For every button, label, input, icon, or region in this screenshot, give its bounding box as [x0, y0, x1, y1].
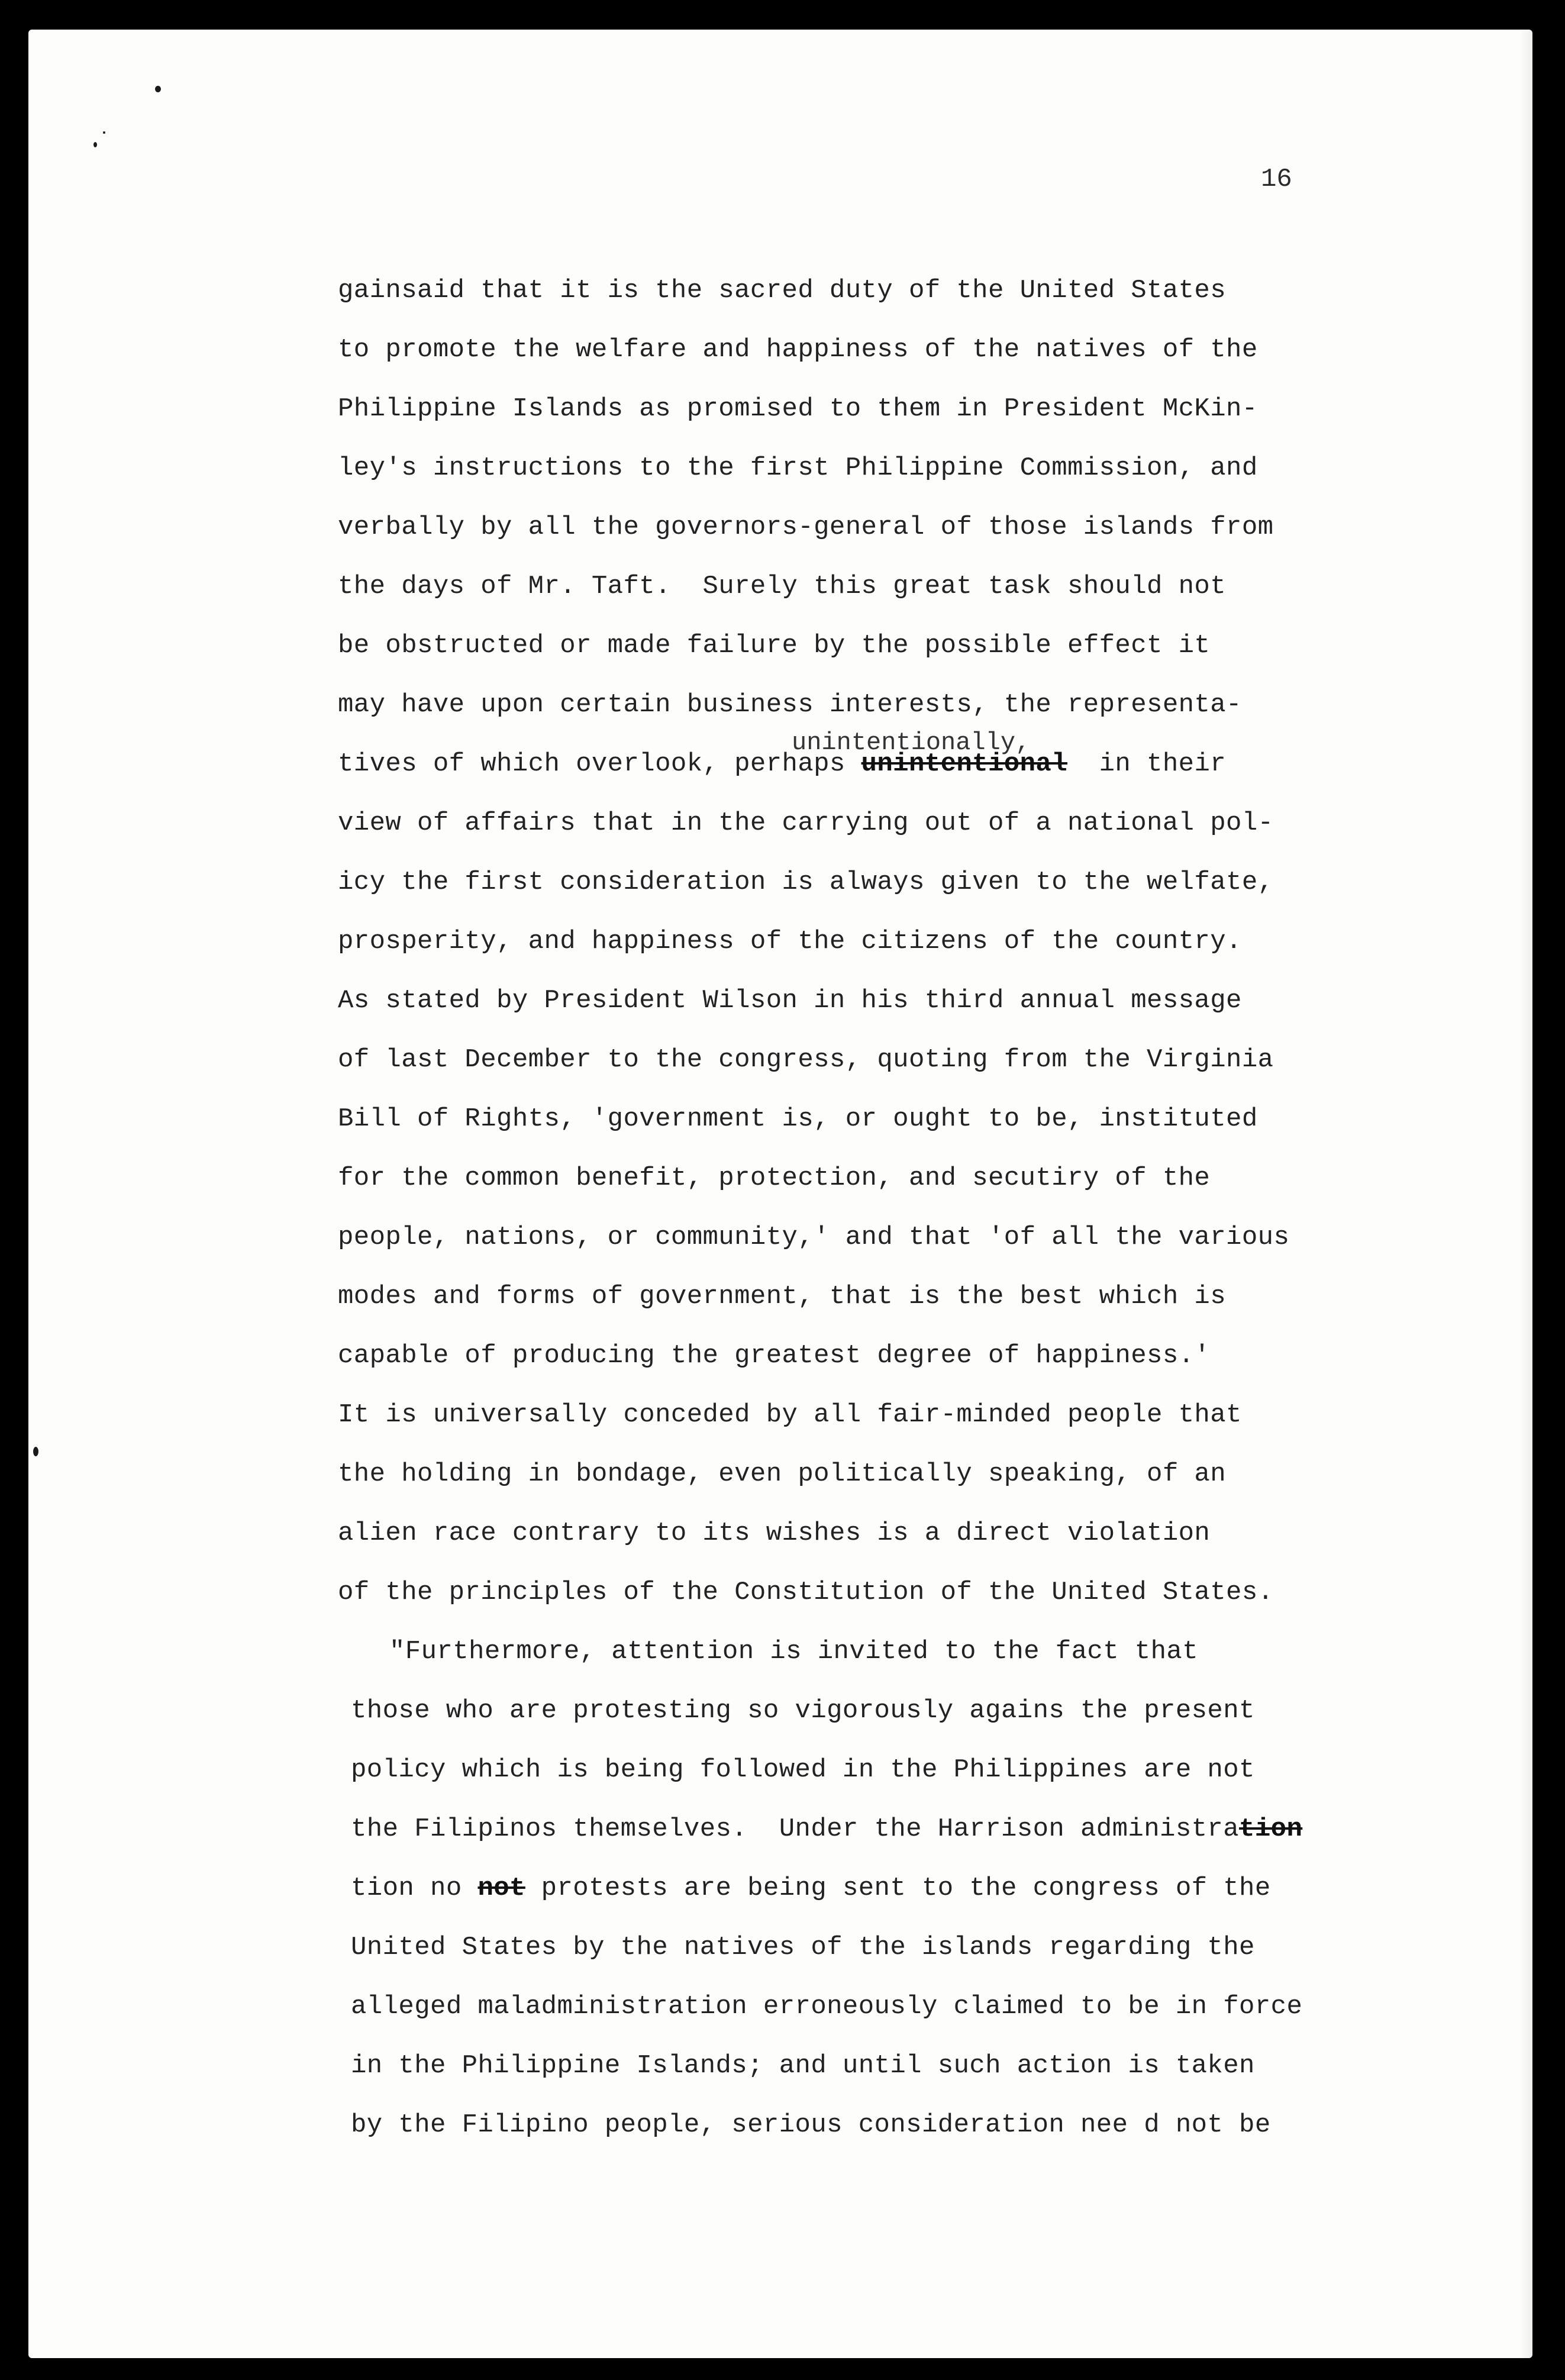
text-line: verbally by all the governors-general of those islands from: [338, 512, 1274, 542]
text-line: by the Filipino people, serious consideration nee d not be: [351, 2110, 1271, 2140]
text-line: [338, 747, 1226, 781]
struck-text: unintentional: [861, 749, 1068, 779]
text-line: ley's instructions to the first Philippine Commission, and: [338, 453, 1258, 483]
text-line: United States by the natives of the islands regarding the: [351, 1933, 1255, 1962]
line-lead: tives of which overlook, perhaps: [338, 749, 861, 779]
text-line: those who are protesting so vigorously agains the present: [351, 1696, 1255, 1726]
margin-speck: [93, 142, 97, 147]
text-line: to promote the welfare and happiness of the natives of the: [338, 335, 1258, 365]
text-line: for the common benefit, protection, and secutiry of the: [338, 1163, 1211, 1193]
text-line: of the principles of the Constitution of the United States.: [338, 1578, 1274, 1607]
text-line: [351, 1872, 1271, 1905]
text-line: may have upon certain business interests, the representa-: [338, 690, 1242, 720]
page-edge: [1519, 30, 1532, 2358]
text-line: be obstructed or made failure by the possible effect it: [338, 631, 1211, 660]
text-line: gainsaid that it is the sacred duty of the United States: [338, 276, 1227, 305]
text-line: [351, 1813, 1302, 1846]
text-line: capable of producing the greatest degree of happiness.': [338, 1341, 1211, 1370]
struck-text: not: [477, 1873, 525, 1903]
margin-speck: [155, 86, 161, 92]
text-line: alien race contrary to its wishes is a direct violation: [338, 1518, 1211, 1548]
text-line: It is universally conceded by all fair-minded people that: [338, 1400, 1242, 1430]
text-line: "Furthermore, attention is invited to the fact that: [389, 1637, 1199, 1666]
margin-speck: [103, 131, 105, 134]
text-line: As stated by President Wilson in his third annual message: [338, 986, 1242, 1015]
line-tail: protests are being sent to the congress of the: [525, 1873, 1271, 1903]
text-line: in the Philippine Islands; and until such action is taken: [351, 2051, 1255, 2081]
struck-text: tion: [1239, 1814, 1303, 1844]
text-line: the holding in bondage, even politically speaking, of an: [338, 1459, 1227, 1489]
line-tail: in their: [1067, 749, 1227, 779]
text-line: Philippine Islands as promised to them in President McKin-: [338, 394, 1258, 424]
line-lead: tion no: [351, 1873, 478, 1903]
margin-speck: [33, 1447, 38, 1456]
text-line: icy the first consideration is always given to the welfate,: [338, 867, 1274, 897]
insertion-above-line: unintentionally,: [792, 728, 1031, 757]
text-line: policy which is being followed in the Philippines are not: [351, 1755, 1255, 1785]
text-line: Bill of Rights, 'government is, or ought to be, instituted: [338, 1104, 1258, 1134]
document-page: [28, 30, 1532, 2358]
text-line: modes and forms of government, that is the best which is: [338, 1282, 1227, 1311]
page-number: 16: [1261, 165, 1292, 194]
line-lead: the Filipinos themselves. Under the Harrison administra: [351, 1814, 1240, 1844]
text-line: view of affairs that in the carrying out of a national pol-: [338, 808, 1274, 838]
text-line: the days of Mr. Taft. Surely this great task should not: [338, 572, 1227, 601]
text-line: alleged maladministration erroneously claimed to be in force: [351, 1992, 1303, 2021]
text-line: prosperity, and happiness of the citizens of the country.: [338, 927, 1242, 956]
text-line: people, nations, or community,' and that 'of all the various: [338, 1223, 1290, 1252]
text-line: of last December to the congress, quoting from the Virginia: [338, 1045, 1274, 1075]
